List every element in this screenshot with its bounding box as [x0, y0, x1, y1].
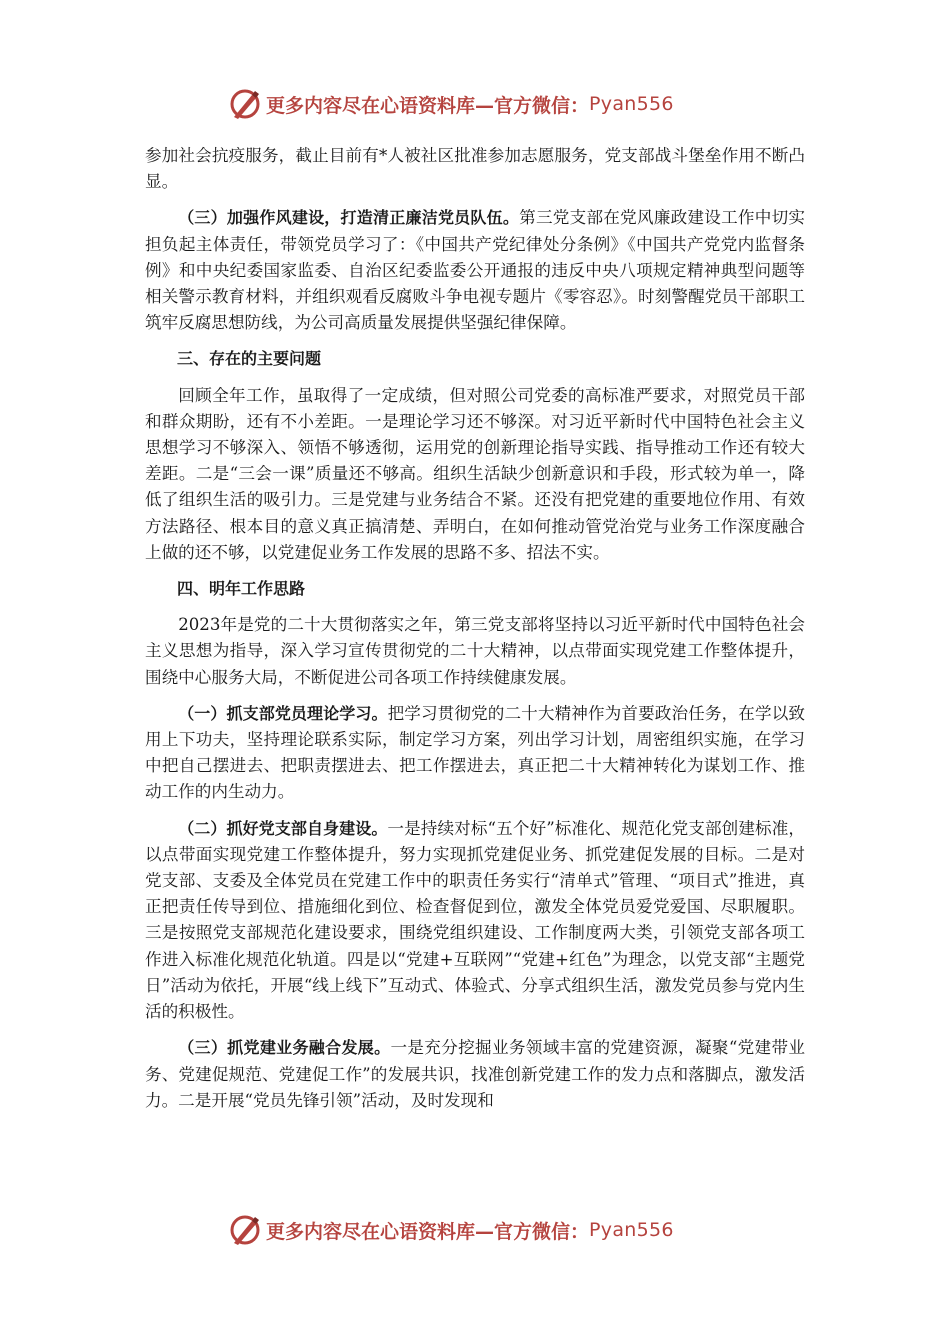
- banner-text: 更多内容尽在心语资料库—官方微信：: [266, 94, 590, 117]
- header-watermark: [228, 86, 788, 122]
- footer-watermark: [228, 1212, 788, 1248]
- paragraph-lead: （一）抓支部党员理论学习。: [178, 703, 388, 723]
- section-heading-problems: 三、存在的主要问题: [177, 349, 322, 369]
- paragraph-body: 第三党支部在党风廉政建设工作中切实担负起主体责任，带领党员学习了：《中国共产党纪律处分条例》《中国共产党党内监督条例》和中央纪委国家监委、自治区纪委监委公开通报的违反中央八项规定精神典型问题等相关警示教育材料，并组织观看反腐败斗争电视专题片《零容忍》。时刻警醒党员干部职工筑牢反腐思想防线，为公司高质量发展提供坚强纪律保障。: [145, 208, 805, 333]
- paragraph-integration: [145, 1035, 805, 1114]
- banner-text: 更多内容尽在心语资料库—官方微信：: [266, 1220, 590, 1243]
- paragraph-next-year: 2023年是党的二十大贯彻落实之年，第三党支部将坚持以习近平新时代中国特色社会主义思想为指导，深入学习宣传贯彻党的二十大精神，以点带面实现党建工作整体提升，围绕中心服务大局，不断促进公司各项工作持续健康发展。: [145, 615, 805, 687]
- paragraph-lead: （三）抓党建业务融合发展。: [178, 1038, 391, 1058]
- document-body: [145, 143, 805, 1124]
- banner-wechat-id: Pyan556: [589, 93, 674, 115]
- paragraph-body: 把学习贯彻党的二十大精神作为首要政治任务，在学以致用上下功夫，坚持理论联系实际，制定学习方案，列出学习计划，周密组织实施，在学习中把自己摆进去、把职责摆进去、把工作摆进去，真正把二十大精神转化为谋划工作、推动工作的内生动力。: [145, 703, 805, 802]
- pen-logo-icon: [228, 87, 262, 121]
- paragraph-continuation: 参加社会抗疫服务，截止目前有*人被社区批准参加志愿服务，党支部战斗堡垒作用不断凸显。: [145, 146, 805, 192]
- paragraph-lead: （二）抓好党支部自身建设。: [178, 818, 388, 838]
- banner-wechat-id: Pyan556: [589, 1219, 674, 1241]
- paragraph-body: 一是持续对标“五个好”标准化、规范化党支部创建标准，以点带面实现党建工作整体提升，努力实现抓党建促业务、抓党建促发展的目标。二是对党支部、支委及全体党员在党建工作中的职责任务实行“清单式”管理、“项目式”推进，真正把责任传导到位、措施细化到位、检查督促到位，激发全体党员爱党爱国、尽职履职。三是按照党支部规范化建设要求，围绕党组织建设、工作制度两大类，引领党支部各项工作进入标准化规范化轨道。四是以“党建+互联网”“党建+红色”为理念，以党支部“主题党日”活动为依托，开展“线上线下”互动式、体验式、分享式组织生活，激发党员参与党内生活的积极性。: [145, 818, 805, 1022]
- paragraph-body: 一是充分挖掘业务领域丰富的党建资源，凝聚“党建带业务、党建促规范、党建促工作”的发展共识，找准创新党建工作的发力点和落脚点，激发活力。二是开展“党员先锋引领”活动，及时发现和: [145, 1038, 805, 1110]
- paragraph-branch-building: [145, 816, 805, 1026]
- section-heading-next-year: 四、明年工作思路: [177, 579, 306, 599]
- paragraph-theory-study: [145, 701, 805, 806]
- paragraph-discipline: [145, 205, 805, 336]
- paragraph-lead: （三）加强作风建设，打造清正廉洁党员队伍。: [178, 208, 520, 228]
- paragraph-problems: 回顾全年工作，虽取得了一定成绩，但对照公司党委的高标准严要求，对照党员干部和群众期盼，还有不小差距。一是理论学习还不够深。对习近平新时代中国特色社会主义思想学习不够深入、领悟不够透彻，运用党的创新理论指导实践、指导推动工作还有较大差距。二是“三会一课”质量还不够高。组织生活缺少创新意识和手段，形式较为单一，降低了组织生活的吸引力。三是党建与业务结合不紧。还没有把党建的重要地位作用、有效方法路径、根本目的意义真正搞清楚、弄明白，在如何推动管党治党与业务工作深度融合上做的还不够，以党建促业务工作发展的思路不多、招法不实。: [145, 385, 805, 562]
- pen-logo-icon: [228, 1213, 262, 1247]
